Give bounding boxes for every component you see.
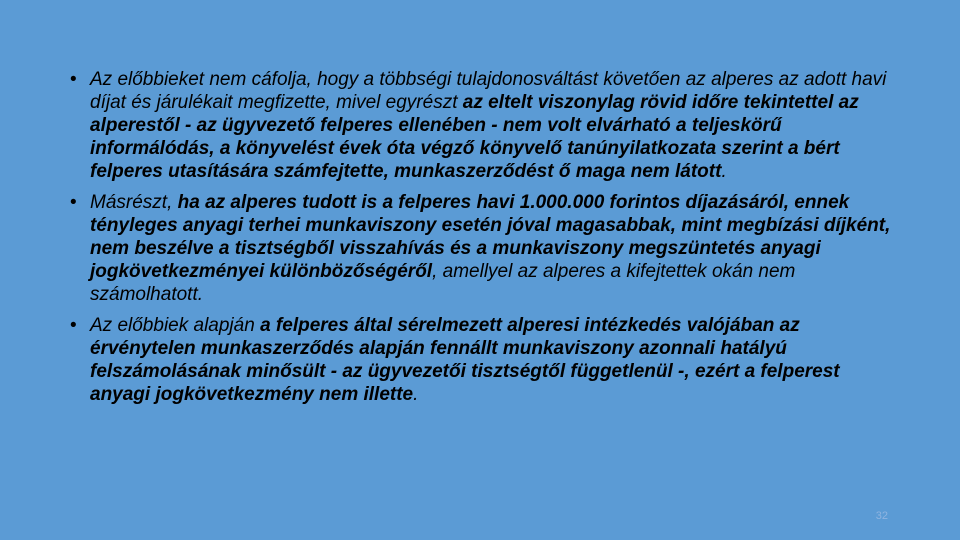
bullet-item-1	[70, 68, 900, 183]
bullet-icon: •	[70, 315, 77, 336]
bullet-text-bold: ha az alperes tudott is a felperes havi 1.000.000 forintos díjazásáról, ennek tényleges anyagi terhei munkaviszony esetén jóval magasabbak, mint megbízási díjként, nem beszélve a tisztségből visszahívás és a munkaviszony megszüntetés anyagi jogkövetkezményei különbözőségéről	[90, 192, 891, 282]
bullet-text-regular: Az előbbieket nem cáfolja, hogy a többségi tulajdonosváltást követően az alperes az adott havi díjat és járulékait megfizette, mivel egyrészt	[90, 69, 887, 113]
page-number: 32	[875, 510, 888, 522]
bullet-text-bold: a felperes által sérelmezett alperesi intézkedés valójában az érvénytelen munkaszerződés alapján fennállt munkaviszony azonnali hatályú felszámolásának minősült - az ügyvezetői tisztségtől függetlenül -, ezért a felperest anyagi jogkövetkezmény nem illette	[90, 315, 840, 405]
bullet-text-bold: az eltelt viszonylag rövid időre tekintettel az alperestől - az ügyvezető felperes ellenében - nem volt elvárható a teljeskörű informálódás, a könyvelést évek óta végző könyvelő tanúnyilatkozata szerint a bért felperes utasítására számfejtette, munkaszerződést ő maga nem látott	[90, 92, 859, 182]
bullet-item-2	[70, 191, 900, 306]
bullet-list	[70, 68, 900, 414]
bullet-text-regular: .	[413, 384, 419, 405]
bullet-icon: •	[70, 69, 77, 90]
bullet-text-regular: , amellyel az alperes a kifejtettek okán nem számolhatott.	[90, 261, 796, 305]
bullet-text-regular: .	[721, 161, 727, 182]
bullet-text-regular: Másrészt,	[90, 192, 178, 213]
bullet-item-3	[70, 314, 900, 406]
bullet-text-regular: Az előbbiek alapján	[90, 315, 261, 336]
bullet-icon: •	[70, 192, 77, 213]
